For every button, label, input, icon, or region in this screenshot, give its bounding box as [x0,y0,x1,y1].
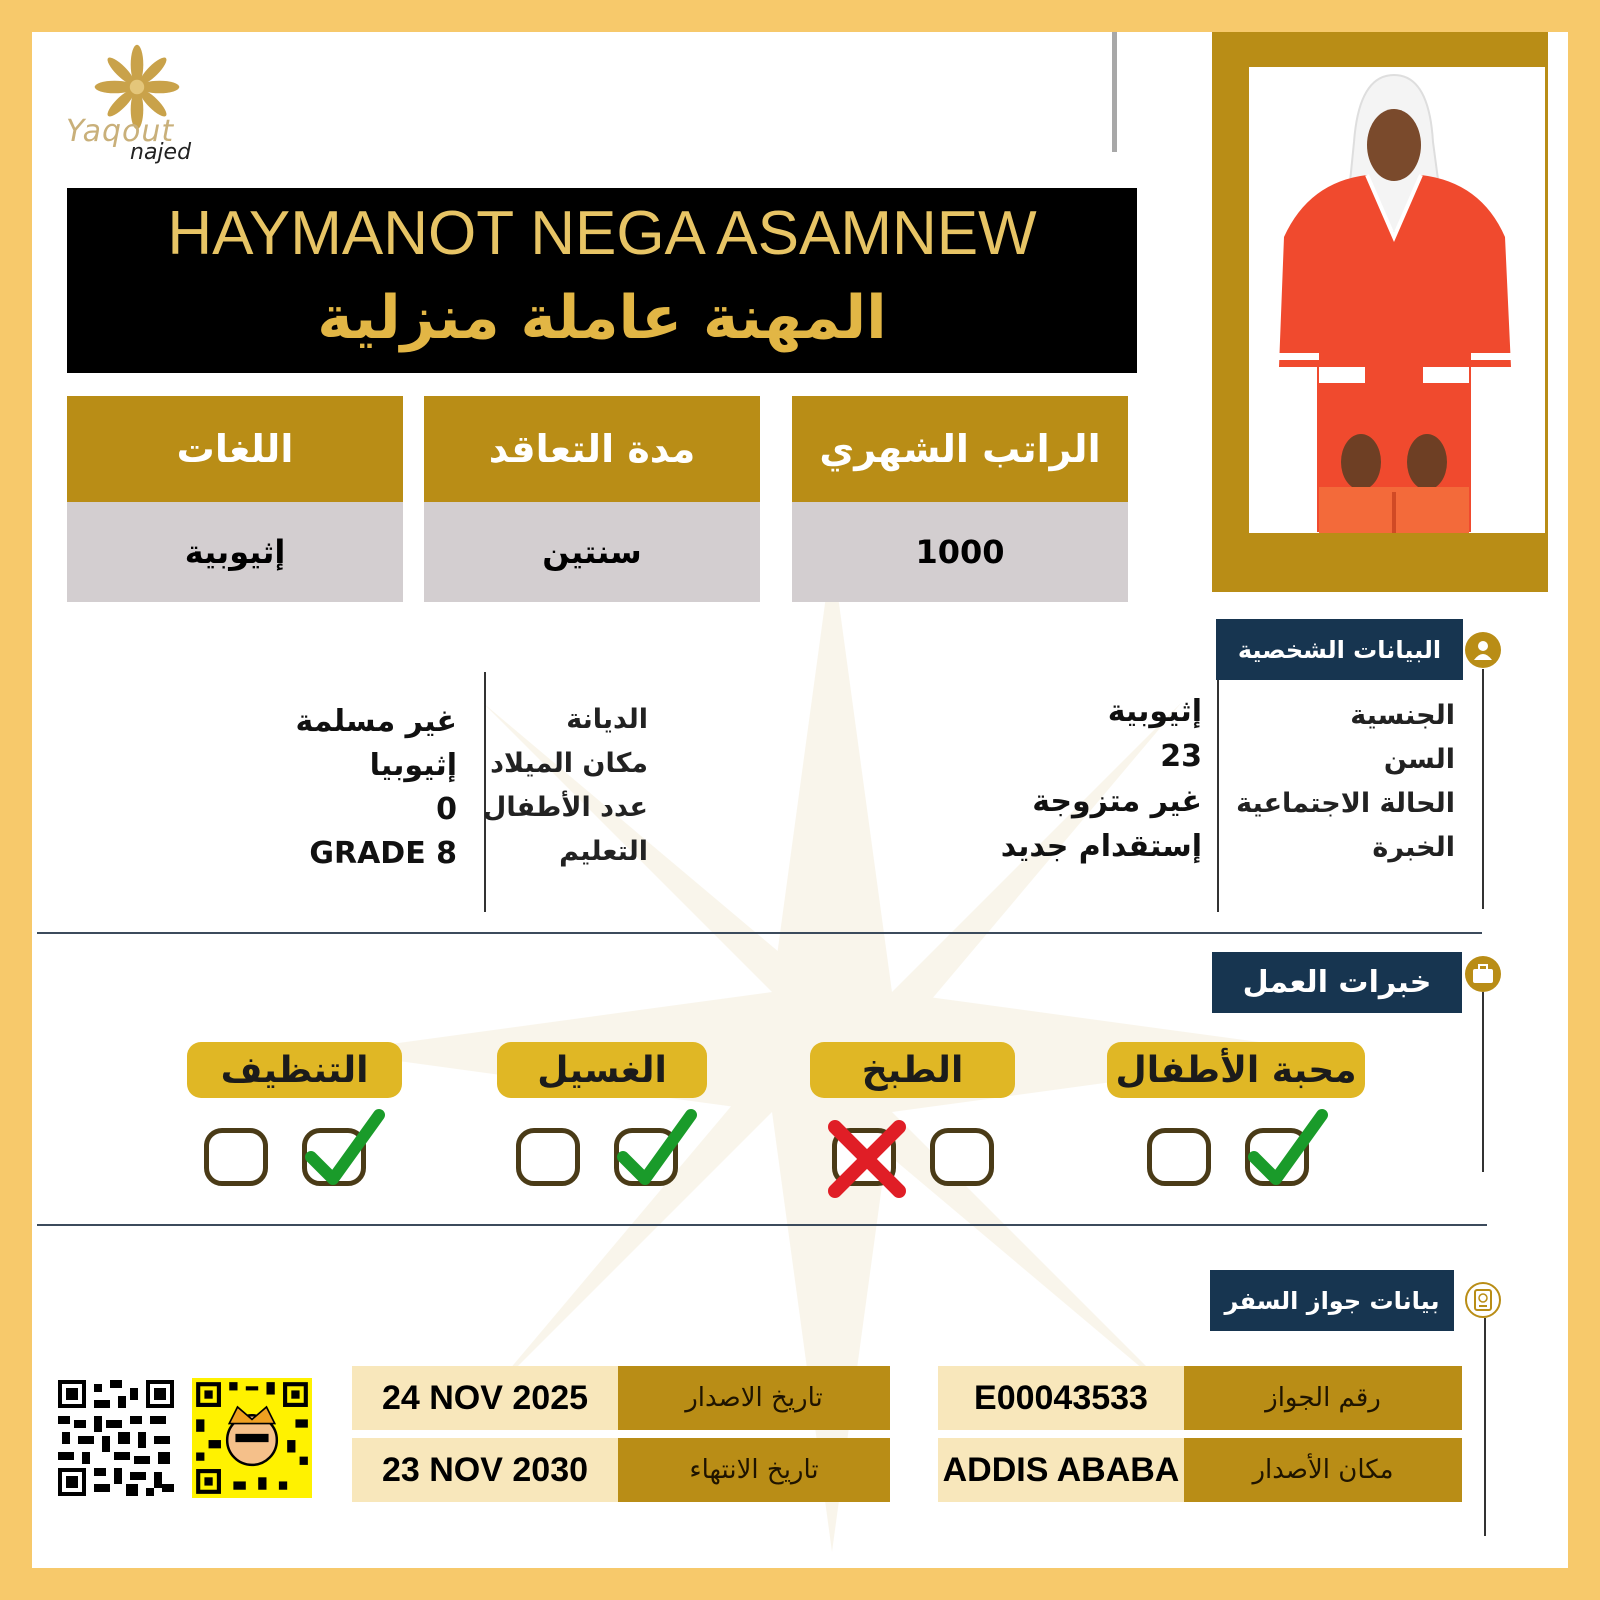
skill-cooking: الطبخ [810,1042,1015,1098]
skill-cleaning: التنظيف [187,1042,402,1098]
nationality-label: الجنسية [1350,700,1455,731]
childcare-yes-box[interactable] [1245,1128,1309,1186]
contract-value: سنتين [424,502,760,602]
skill-washing: الغسيل [497,1042,707,1098]
religion-label: الديانة [566,704,648,735]
age-label: السن [1383,744,1455,775]
languages-value: إثيوبية [67,502,403,602]
passport-data-tag: بيانات جواز السفر [1210,1270,1454,1331]
education-label: التعليم [559,836,648,867]
top-divider [1112,32,1117,152]
issue-place-value: ADDIS ABABA [938,1438,1184,1502]
nationality-value: إثيوبية [1107,694,1202,729]
cleaning-no-box[interactable] [204,1128,268,1186]
skill-childcare: محبة الأطفال [1107,1042,1365,1098]
snapcode-qr-icon[interactable] [192,1378,312,1498]
person-icon [1465,632,1501,668]
education-value: GRADE 8 [309,836,457,871]
logo-sub: najed [130,140,192,165]
children-value: 0 [436,792,457,827]
expiry-date-value: 23 NOV 2030 [352,1438,618,1502]
issue-date-label: تاريخ الاصدار [618,1366,890,1430]
worker-photo [1249,67,1545,533]
marital-label: الحالة الاجتماعية [1236,788,1455,819]
birthplace-value: إثيوبيا [369,748,457,783]
cleaning-yes-box[interactable] [302,1128,366,1186]
cv-page [32,32,1568,1568]
experience-label: الخبرة [1372,832,1455,863]
languages-label: اللغات [67,396,403,502]
profession: المهنة عاملة منزلية [317,283,887,353]
name-banner [67,188,1137,373]
expiry-date-label: تاريخ الانتهاء [618,1438,890,1502]
childcare-no-box[interactable] [1147,1128,1211,1186]
children-label: عدد الأطفال [482,792,648,823]
personal-divider-right [1217,680,1219,912]
passport-number-label: رقم الجواز [1184,1366,1462,1430]
qr-code-icon[interactable] [58,1380,174,1496]
cooking-no-box[interactable] [832,1128,896,1186]
issue-place-label: مكان الأصدار [1184,1438,1462,1502]
passport-icon [1465,1282,1501,1318]
timeline-passport [1484,1318,1486,1536]
age-value: 23 [1160,739,1202,774]
separator-2 [37,1224,1487,1226]
experience-value: إستقدام جديد [1000,829,1202,864]
briefcase-icon [1465,956,1501,992]
logo-brand: Yaqout [66,114,175,149]
cooking-yes-box[interactable] [930,1128,994,1186]
marital-value: غير متزوجة [1032,784,1202,819]
timeline-personal [1482,669,1484,909]
personal-data-tag: البيانات الشخصية [1216,619,1463,680]
passport-number-value: E00043533 [938,1366,1184,1430]
religion-value: غير مسلمة [295,704,457,739]
worker-name: HAYMANOT NEGA ASAMNEW [167,198,1037,268]
separator-1 [37,932,1482,934]
work-experience-tag: خبرات العمل [1212,952,1462,1013]
check-icon [1248,1107,1328,1191]
salary-value: 1000 [792,502,1128,602]
check-icon [617,1107,697,1191]
contract-label: مدة التعاقد [424,396,760,502]
timeline-work [1482,992,1484,1172]
check-icon [305,1107,385,1191]
cross-icon [825,1117,909,1201]
birthplace-label: مكان الميلاد [490,748,648,779]
washing-yes-box[interactable] [614,1128,678,1186]
washing-no-box[interactable] [516,1128,580,1186]
issue-date-value: 24 NOV 2025 [352,1366,618,1430]
salary-label: الراتب الشهري [792,396,1128,502]
